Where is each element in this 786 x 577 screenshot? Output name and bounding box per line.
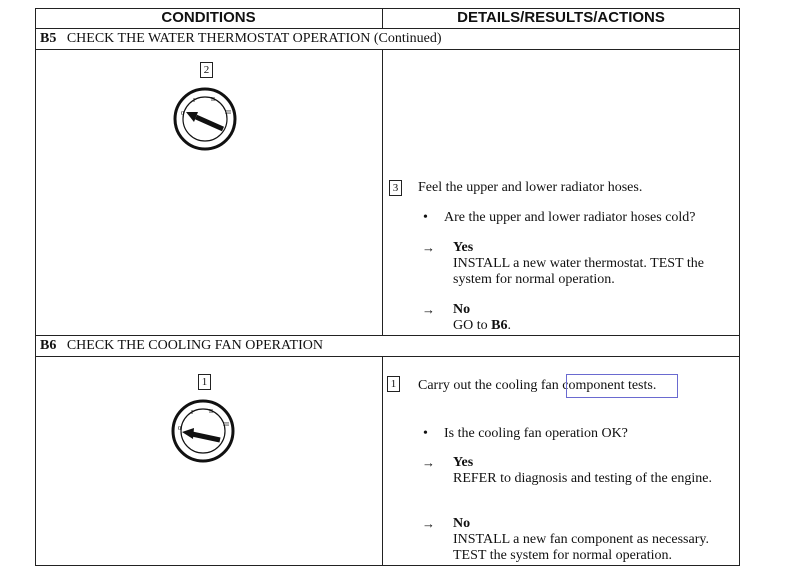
component-tests-link-highlight[interactable]: [566, 374, 678, 398]
dial-label: II: [209, 409, 213, 415]
section-b6-title: [40, 338, 323, 354]
question-text: Is the cooling fan operation OK?: [444, 426, 628, 441]
dial-label: III: [225, 110, 231, 116]
no-label: No: [453, 302, 471, 317]
dial-label: I: [193, 98, 195, 104]
bullet-icon: •: [423, 426, 428, 441]
yes-text: INSTALL a new water thermostat. TEST the: [453, 256, 704, 271]
thermostat-dial-icon: [168, 84, 243, 154]
arrow-right-icon: →: [422, 516, 435, 531]
column-divider: [382, 49, 383, 336]
divider: [35, 49, 740, 50]
bullet-icon: •: [423, 210, 428, 225]
no-text: GO to: [453, 318, 492, 333]
dial-label: III: [223, 422, 229, 428]
header-conditions: CONDITIONS: [161, 9, 256, 26]
component-tests-link[interactable]: component tests.: [562, 378, 657, 393]
step-number-box: 1: [387, 376, 400, 392]
arrow-right-icon: →: [422, 240, 435, 255]
arrow-right-icon: →: [422, 455, 435, 470]
no-label: No: [453, 516, 471, 531]
arrow-right-icon: →: [422, 302, 435, 317]
section-code: B5: [40, 31, 57, 46]
divider: [35, 28, 740, 29]
action-text: Feel the upper and lower radiator hoses.: [418, 180, 643, 195]
divider: [35, 335, 740, 336]
action-text: Carry out the cooling fan: [418, 378, 559, 393]
yes-text: REFER to diagnosis and testing of the engine.: [453, 471, 712, 486]
yes-label: Yes: [453, 455, 474, 470]
no-text: TEST the system for normal operation.: [453, 548, 673, 563]
section-b5-title: [40, 31, 442, 47]
no-text: INSTALL a new fan component as necessary.: [453, 532, 709, 547]
section-code: B6: [40, 338, 57, 353]
question-text: Are the upper and lower radiator hoses cold?: [444, 210, 696, 225]
thermostat-dial-icon: [166, 396, 241, 466]
dial-label: I: [191, 410, 193, 416]
table-border-right: [739, 8, 740, 566]
step-number-box: 1: [198, 374, 211, 390]
divider: [35, 356, 740, 357]
section-title: CHECK THE WATER THERMOSTAT OPERATION (Continued): [66, 31, 442, 46]
yes-text: system for normal operation.: [453, 272, 615, 287]
step-number-box: 3: [389, 180, 402, 196]
goto-link[interactable]: B6: [491, 318, 508, 333]
dial-label: II: [211, 97, 215, 103]
column-divider: [382, 356, 383, 566]
dial-label: 0: [181, 111, 184, 117]
section-title: CHECK THE COOLING FAN OPERATION: [66, 338, 323, 353]
step-number-box: 2: [200, 62, 213, 78]
dial-label: 0: [178, 426, 181, 432]
table-border-bottom: [35, 565, 740, 566]
no-text: .: [507, 318, 511, 333]
header-details: DETAILS/RESULTS/ACTIONS: [457, 9, 665, 26]
table-border-left: [35, 8, 36, 566]
yes-label: Yes: [453, 240, 474, 255]
